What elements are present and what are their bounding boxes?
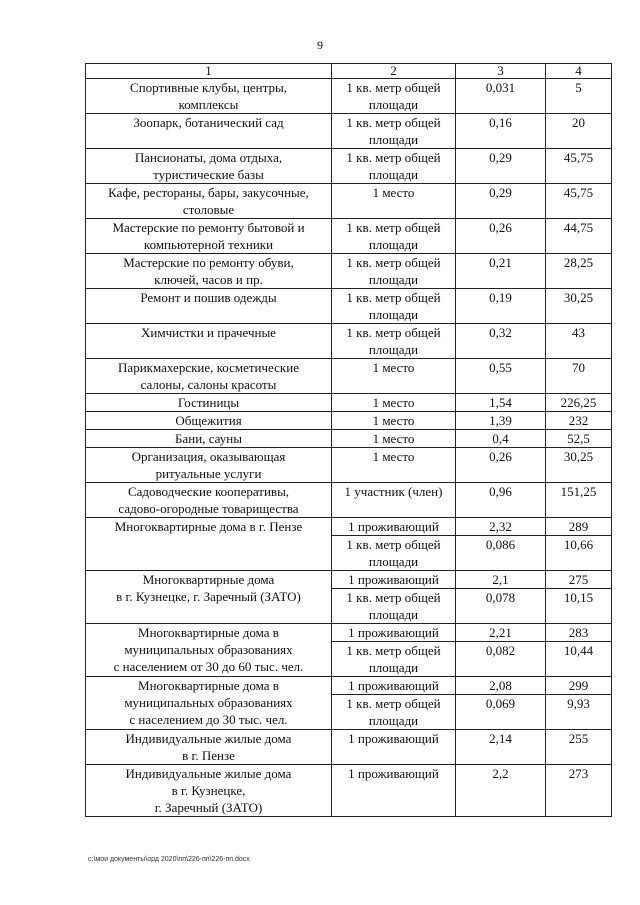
unit-line: 1 место (372, 185, 415, 200)
unit-line: площади (368, 132, 419, 147)
value-col-4-cell: 10,66 (546, 536, 612, 571)
facility-name-line: Гостиницы (177, 395, 240, 410)
value-col-3-cell: 2,08 (456, 677, 546, 695)
facility-name-line: ритуальные услуги (155, 466, 262, 481)
facility-name-line: Кафе, рестораны, бары, закусочные, (108, 185, 309, 200)
value-col-4-cell: 299 (546, 677, 612, 695)
facility-name-line: Индивидуальные жилые дома (125, 766, 292, 781)
unit-cell (332, 79, 456, 114)
facility-name-line: Организация, оказывающая (131, 449, 286, 464)
value-col-4-cell: 52,5 (546, 430, 612, 448)
facility-name-cell (86, 79, 332, 114)
unit-line: 1 кв. метр общей (346, 643, 441, 658)
value-col-3-cell: 0,96 (456, 483, 546, 518)
facility-name-line: Садоводческие кооперативы, (127, 484, 290, 499)
facility-name-line: компьютерной техники (143, 237, 274, 252)
facility-name-line: ключей, часов и пр. (154, 272, 263, 287)
facility-name-line: Многоквартирные дома (142, 572, 275, 587)
table-row (86, 149, 612, 184)
unit-cell (332, 184, 456, 219)
value-col-3-cell: 0,031 (456, 79, 546, 114)
value-col-3-cell: 0,26 (456, 219, 546, 254)
unit-line: 1 место (372, 431, 415, 446)
facility-name-cell (86, 359, 332, 394)
facility-name-cell (86, 430, 332, 448)
header-col-1: 1 (86, 64, 332, 79)
table-row (86, 518, 612, 536)
unit-cell (332, 430, 456, 448)
value-col-3-cell: 0,082 (456, 642, 546, 677)
value-col-4-cell: 5 (546, 79, 612, 114)
facility-name-cell (86, 677, 332, 730)
facility-name-cell (86, 184, 332, 219)
unit-line: 1 проживающий (348, 731, 439, 746)
facility-name-line: комплексы (178, 97, 239, 112)
table-row (86, 219, 612, 254)
table-row (86, 114, 612, 149)
table-row (86, 677, 612, 695)
facility-name-cell (86, 448, 332, 483)
facility-name-line: с населением до 30 тыс. чел. (129, 712, 288, 727)
value-col-4-cell: 30,25 (546, 289, 612, 324)
value-col-4-cell: 20 (546, 114, 612, 149)
value-col-3-cell: 0,29 (456, 149, 546, 184)
table-row (86, 412, 612, 430)
unit-cell (332, 324, 456, 359)
table-row (86, 79, 612, 114)
facility-name-cell (86, 394, 332, 412)
value-col-4-cell: 43 (546, 324, 612, 359)
unit-cell (332, 730, 456, 765)
facility-name-cell (86, 571, 332, 624)
file-path-footer: c:\мои документы\орд 2020\пп\226-пп\226-пп.docx (88, 856, 250, 863)
unit-line: 1 проживающий (348, 678, 439, 693)
facility-name-cell (86, 114, 332, 149)
value-col-3-cell: 1,39 (456, 412, 546, 430)
value-col-3-cell: 0,19 (456, 289, 546, 324)
unit-line: 1 кв. метр общей (346, 220, 441, 235)
facility-name-line: Зоопарк, ботанический сад (133, 115, 284, 130)
facility-name-line: муниципальных образованиях (124, 642, 293, 657)
unit-cell (332, 677, 456, 695)
table-row (86, 571, 612, 589)
facility-name-line: Пансионаты, дома отдыха, (134, 150, 283, 165)
value-col-3-cell: 0,29 (456, 184, 546, 219)
facility-name-line: Индивидуальные жилые дома (125, 731, 292, 746)
facility-name-cell (86, 254, 332, 289)
value-col-3-cell: 2,14 (456, 730, 546, 765)
header-col-2: 2 (332, 64, 456, 79)
facility-name-line: Парикмахерские, косметические (118, 360, 299, 375)
unit-cell (332, 359, 456, 394)
unit-cell (332, 394, 456, 412)
page-number: 9 (317, 38, 323, 52)
value-col-4-cell: 70 (546, 359, 612, 394)
facility-name-line: г. Заречный (ЗАТО) (154, 800, 263, 815)
value-col-4-cell: 232 (546, 412, 612, 430)
value-col-4-cell: 30,25 (546, 448, 612, 483)
unit-line: площади (368, 272, 419, 287)
table-row (86, 448, 612, 483)
value-col-4-cell: 9,93 (546, 695, 612, 730)
unit-line: 1 кв. метр общей (346, 696, 441, 711)
value-col-3-cell: 2,1 (456, 571, 546, 589)
unit-cell (332, 483, 456, 518)
facility-name-cell (86, 219, 332, 254)
facility-name-line: в г. Кузнецке, г. Заречный (ЗАТО) (116, 589, 301, 604)
unit-line: площади (368, 660, 419, 675)
table-row (86, 359, 612, 394)
table-row (86, 730, 612, 765)
value-col-3-cell: 2,2 (456, 765, 546, 817)
facility-name-cell (86, 289, 332, 324)
unit-line: 1 кв. метр общей (346, 115, 441, 130)
table-row (86, 765, 612, 817)
unit-line: 1 кв. метр общей (346, 80, 441, 95)
table-body (86, 79, 612, 817)
facility-name-line: Спортивные клубы, центры, (130, 80, 287, 95)
facility-name-line: Многоквартирные дома в (138, 625, 279, 640)
value-col-3-cell: 0,4 (456, 430, 546, 448)
unit-cell (332, 765, 456, 817)
facility-name-line: туристические базы (153, 167, 264, 182)
value-col-4-cell: 275 (546, 571, 612, 589)
value-col-3-cell: 1,54 (456, 394, 546, 412)
facility-name-line: Многоквартирные дома в г. Пензе (114, 519, 303, 534)
unit-line: 1 кв. метр общей (346, 290, 441, 305)
value-col-3-cell: 2,32 (456, 518, 546, 536)
unit-line: 1 кв. метр общей (346, 590, 441, 605)
unit-line: 1 место (372, 360, 415, 375)
unit-cell (332, 412, 456, 430)
facility-name-line: Мастерские по ремонту обуви, (123, 255, 294, 270)
unit-line: 1 проживающий (348, 766, 439, 781)
value-col-4-cell: 45,75 (546, 149, 612, 184)
unit-line: 1 место (372, 395, 415, 410)
unit-cell (332, 642, 456, 677)
table-row (86, 624, 612, 642)
table-row (86, 184, 612, 219)
table-row (86, 394, 612, 412)
value-col-3-cell: 0,32 (456, 324, 546, 359)
unit-cell (332, 624, 456, 642)
facility-name-line: муниципальных образованиях (124, 695, 293, 710)
table-row (86, 430, 612, 448)
value-col-4-cell: 289 (546, 518, 612, 536)
facility-name-cell (86, 624, 332, 677)
unit-line: площади (368, 342, 419, 357)
table-header-row (86, 64, 612, 79)
header-col-3: 3 (456, 64, 546, 79)
facility-name-cell (86, 149, 332, 184)
facility-name-line: Общежития (175, 413, 242, 428)
unit-cell (332, 254, 456, 289)
unit-line: 1 место (372, 413, 415, 428)
unit-line: 1 проживающий (348, 625, 439, 640)
unit-line: 1 участник (член) (344, 484, 443, 499)
unit-cell (332, 149, 456, 184)
value-col-4-cell: 151,25 (546, 483, 612, 518)
unit-cell (332, 289, 456, 324)
unit-line: площади (368, 607, 419, 622)
facility-name-line: в г. Кузнецке, (171, 783, 246, 798)
value-col-3-cell: 0,16 (456, 114, 546, 149)
value-col-4-cell: 44,75 (546, 219, 612, 254)
value-col-3-cell: 0,21 (456, 254, 546, 289)
value-col-3-cell: 0,069 (456, 695, 546, 730)
unit-line: 1 проживающий (348, 572, 439, 587)
facility-name-line: Бани, сауны (175, 431, 242, 446)
unit-line: 1 проживающий (348, 519, 439, 534)
value-col-4-cell: 283 (546, 624, 612, 642)
value-col-3-cell: 0,26 (456, 448, 546, 483)
facility-name-cell (86, 483, 332, 518)
unit-cell (332, 518, 456, 536)
facility-name-line: Химчистки и прачечные (141, 325, 276, 340)
unit-line: площади (368, 554, 419, 569)
unit-cell (332, 695, 456, 730)
norms-table (85, 63, 612, 817)
facility-name-line: Ремонт и пошив одежды (140, 290, 277, 305)
unit-line: 1 кв. метр общей (346, 150, 441, 165)
value-col-4-cell: 10,15 (546, 589, 612, 624)
unit-line: 1 кв. метр общей (346, 325, 441, 340)
facility-name-line: садово-огородные товарищества (118, 501, 299, 516)
facility-name-line: с населением от 30 до 60 тыс. чел. (113, 659, 304, 674)
facility-name-line: столовые (182, 202, 235, 217)
unit-cell (332, 448, 456, 483)
facility-name-line: Мастерские по ремонту бытовой и (112, 220, 305, 235)
unit-line: площади (368, 237, 419, 252)
value-col-4-cell: 10,44 (546, 642, 612, 677)
value-col-4-cell: 255 (546, 730, 612, 765)
value-col-3-cell: 0,078 (456, 589, 546, 624)
facility-name-cell (86, 518, 332, 571)
facility-name-line: в г. Пензе (182, 748, 235, 763)
unit-cell (332, 536, 456, 571)
unit-line: 1 кв. метр общей (346, 537, 441, 552)
unit-line: площади (368, 167, 419, 182)
unit-line: площади (368, 97, 419, 112)
value-col-4-cell: 45,75 (546, 184, 612, 219)
facility-name-line: Многоквартирные дома в (138, 678, 279, 693)
table-row (86, 289, 612, 324)
facility-name-cell (86, 765, 332, 817)
table-row (86, 324, 612, 359)
facility-name-cell (86, 730, 332, 765)
value-col-3-cell: 2,21 (456, 624, 546, 642)
value-col-3-cell: 0,55 (456, 359, 546, 394)
value-col-4-cell: 28,25 (546, 254, 612, 289)
value-col-4-cell: 226,25 (546, 394, 612, 412)
header-col-4: 4 (546, 64, 612, 79)
value-col-4-cell: 273 (546, 765, 612, 817)
unit-cell (332, 219, 456, 254)
unit-line: площади (368, 713, 419, 728)
facility-name-cell (86, 412, 332, 430)
value-col-3-cell: 0,086 (456, 536, 546, 571)
facility-name-line: салоны, салоны красоты (140, 377, 277, 392)
unit-line: 1 кв. метр общей (346, 255, 441, 270)
table-row (86, 254, 612, 289)
unit-cell (332, 571, 456, 589)
facility-name-cell (86, 324, 332, 359)
table-row (86, 483, 612, 518)
unit-line: площади (368, 307, 419, 322)
unit-line: 1 место (372, 449, 415, 464)
unit-cell (332, 589, 456, 624)
unit-cell (332, 114, 456, 149)
